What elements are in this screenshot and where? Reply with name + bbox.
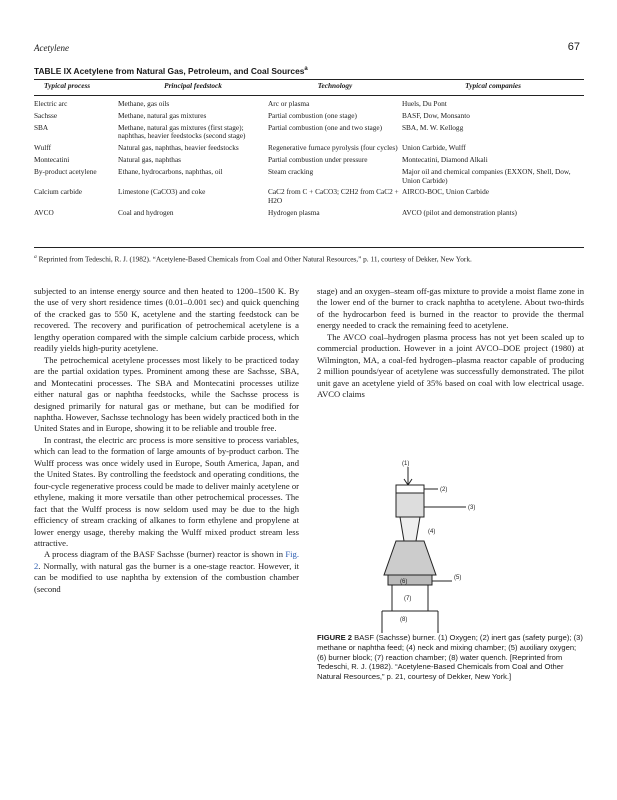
cell-feedstock: Methane, gas oils bbox=[118, 99, 170, 108]
cell-process: By-product acetylene bbox=[34, 166, 97, 176]
table-row bbox=[34, 209, 584, 221]
cell-feedstock: Coal and hydrogen bbox=[118, 207, 174, 217]
cell-process: Wulff bbox=[34, 143, 51, 153]
col-header-process: Typical process bbox=[44, 81, 91, 90]
figure-caption: FIGURE 2 BASF (Sachsse) burner. (1) Oxygen; (2) inert gas (safety purge); (3) methane or naphtha feed; (4) neck and mixing chamber; (5) auxiliary oxygen; (6) burner block; (7) reaction chamber; (8) water quench. [Reprinted from Tedeschi, R. J. (1982). “Acetylene-Based Chemicals from Coal and Other Natural Resources,” p. 21, courtesy of Dekker, New York.] bbox=[317, 633, 583, 682]
table-row bbox=[34, 97, 584, 112]
cell-companies: AVCO (pilot and demonstration plants) bbox=[402, 207, 517, 217]
col-header-feedstock: Principal feedstock bbox=[164, 81, 222, 90]
figure-label: (5) bbox=[454, 575, 462, 581]
table-header-row bbox=[34, 82, 584, 97]
cell-feedstock: Natural gas, naphthas bbox=[118, 154, 182, 164]
paragraph: The petrochemical acetylene processes most likely to be practiced today are the partial oxidation types. Prominent among these are Sachsse, SBA, and Montecatini processes. The SBA and Montecatini processes utilize either natural gas or naphtha feedstocks, while the Sachsse process is designed primarily for natural gas or methane, but can be modified for naphtha. However, Sachsse technology has been widely practiced both in the United States and in Europe, showing it to be reliable and trouble free. bbox=[34, 354, 299, 434]
table-row bbox=[34, 124, 584, 145]
table-row bbox=[34, 188, 584, 209]
paragraph: In contrast, the electric arc process is more sensitive to process variables, which can lead to the formation of large amounts of by-product carbon. The Wulff process was once widely used in Europe, South America, Japan, and the United States. By controlling the feedstock and operating conditions, the four-cycle regenerative process could be made to deliver mainly acetylene or ethylene, making it more versatile than other petrochemical processes. The fact that the Wulff process is now seldom used may be due to the high efficiency of stream cracking of alkanes to form ethylene and propylene at lower energy usage, thereby making the Wulff mixed product stream less attractive. bbox=[34, 434, 299, 548]
table-bottom-rule bbox=[34, 247, 584, 248]
page-number: 67 bbox=[567, 41, 580, 53]
cell-process: Montecatini bbox=[34, 154, 70, 164]
cell-feedstock: Natural gas, naphthas, heavier feedstocks bbox=[118, 143, 239, 153]
body-left-column bbox=[34, 286, 299, 595]
figure-2-link[interactable]: Fig. 2 bbox=[34, 549, 299, 571]
cell-feedstock: Methane, natural gas mixtures bbox=[118, 110, 207, 120]
cell-technology: Steam cracking bbox=[268, 166, 314, 176]
cell-process: Sachsse bbox=[34, 110, 58, 120]
figure-label: (8) bbox=[400, 617, 408, 623]
cell-feedstock: Ethane, hydrocarbons, naphthas, oil bbox=[118, 166, 223, 176]
cell-companies: SBA, M. W. Kellogg bbox=[402, 122, 464, 132]
table-row bbox=[34, 156, 584, 168]
cell-process: SBA bbox=[34, 122, 49, 132]
cell-companies: AIRCO-BOC, Union Carbide bbox=[402, 187, 489, 197]
paragraph: stage) and an oxygen–steam off-gas mixture to provide a moist flame zone in the lower end of the burner to crack naphtha to acetylene. About two-thirds of the hydrocarbon feed is burned in the reactor to provide the thermal energy needed to crack the remaining feed to acetylene. bbox=[317, 286, 584, 331]
cell-feedstock: Limestone (CaCO3) and coke bbox=[118, 187, 206, 197]
cell-technology: Regenerative furnace pyrolysis (four cycles) bbox=[268, 143, 398, 153]
cell-process: Calcium carbide bbox=[34, 187, 83, 197]
figure-label: (3) bbox=[468, 505, 476, 511]
table-top-rule bbox=[34, 79, 584, 80]
cell-companies: Montecatini, Diamond Alkali bbox=[402, 154, 488, 164]
cell-companies: BASF, Dow, Monsanto bbox=[402, 110, 470, 120]
cell-companies: Major oil and chemical companies (EXXON, Shell, Dow, Union Carbide) bbox=[402, 166, 571, 185]
figure-label: (4) bbox=[428, 529, 436, 535]
col-header-technology: Technology bbox=[317, 81, 353, 90]
basf-burner-diagram bbox=[366, 457, 506, 637]
cell-technology: Partial combustion (one stage) bbox=[268, 110, 357, 120]
col-header-companies: Typical companies bbox=[465, 81, 521, 90]
cell-feedstock: Methane, natural gas mixtures (first stage); naphthas, heavier feedstocks (second stage) bbox=[118, 122, 246, 141]
body-right-column bbox=[317, 286, 584, 401]
table-footnote: $^a$ Reprinted from Tedeschi, R. J. (1982). “Acetylene-Based Chemicals from Coal and Other Natural Resources,” p. 11, courtesy of Dekker, New York. bbox=[34, 254, 472, 264]
running-title: Acetylene bbox=[34, 43, 69, 53]
acetylene-sources-table bbox=[34, 82, 584, 221]
table-caption: TABLE IX Acetylene from Natural Gas, Petroleum, and Coal Sources$^a$ bbox=[34, 66, 308, 76]
figure-label: (6) bbox=[400, 579, 408, 585]
cell-technology: Hydrogen plasma bbox=[268, 207, 320, 217]
paragraph: A process diagram of the BASF Sachsse (burner) reactor is shown in Fig. 2. Normally, with natural gas the burner is a one-stage reactor. However, it can be modified to use naphtha by extension of the combustion chamber (second bbox=[34, 549, 299, 594]
cell-technology: Partial combustion (one and two stage) bbox=[268, 122, 383, 132]
figure-label: (7) bbox=[404, 596, 412, 602]
table-row bbox=[34, 112, 584, 124]
paragraph: subjected to an intense energy source and then heated to 1200–1500 K. By the use of very short residence times (0.01–0.001 sec) and quick quenching of the cracked gas to 550 K, acetylene and the starting feedstock can be recovered. The recovery and purification of petrochemical acetylene is a lengthy operation compared with the simple calcium carbide process, which readily yields high-purity acetylene. bbox=[34, 286, 299, 354]
paragraph: The AVCO coal–hydrogen plasma process has not yet been scaled up to commercial production. However in a joint AVCO–DOE project (1980) at Wilmington, MA, a coal-fed hydrogen–plasma reactor capable of producing 2 million pounds/year of acetylene was successfully demonstrated. The pilot unit gave an acetylene yield of 35% based on coal with low electrical usage. AVCO claims bbox=[317, 331, 584, 400]
table-row bbox=[34, 168, 584, 189]
cell-process: AVCO bbox=[34, 207, 54, 217]
cell-companies: Union Carbide, Wulff bbox=[402, 143, 466, 153]
cell-technology: Arc or plasma bbox=[268, 99, 310, 108]
cell-companies: Huels, Du Pont bbox=[402, 99, 447, 108]
cell-technology: CaC2 from C + CaCO3; C2H2 from CaC2 + H2O bbox=[268, 187, 399, 206]
cell-process: Electric arc bbox=[34, 99, 68, 108]
figure-label: (2) bbox=[440, 487, 448, 493]
figure-label: (1) bbox=[402, 461, 410, 467]
cell-technology: Partial combustion under pressure bbox=[268, 154, 368, 164]
